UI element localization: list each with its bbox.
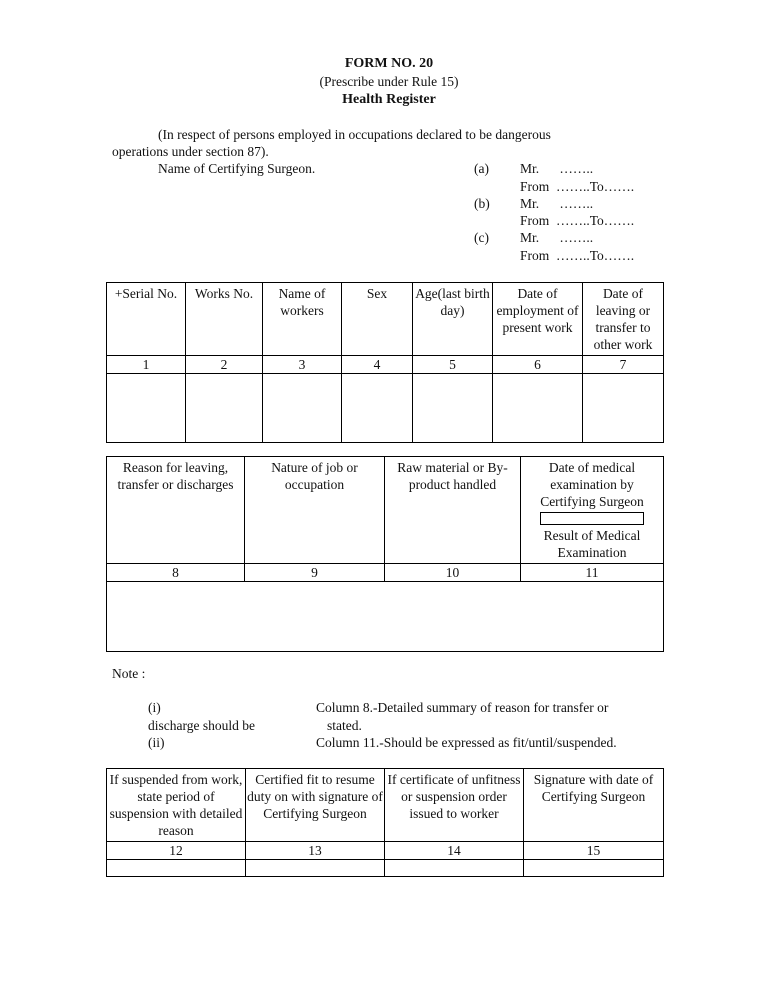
suspension-table [106,768,664,877]
header-suspension-period: If suspended from work, state period of suspension with detailed reason [107,769,246,842]
column-number: 13 [246,842,385,860]
surgeon-from: From ……..To……. [520,179,635,194]
header-row [107,283,664,356]
header-date-of-leaving: Date of leaving or transfer to other work [583,283,664,356]
entry-cell [246,860,385,877]
entry-cell [107,374,186,443]
column-number: 15 [524,842,664,860]
entry-row [107,582,664,652]
header-works-no: Works No. [186,283,263,356]
header-serial-no: +Serial No. [107,283,186,356]
entry-cell [385,860,524,877]
form-number: FORM NO. 20 [344,56,434,71]
column-number: 12 [107,842,246,860]
surgeon-from: From ……..To……. [520,248,635,263]
note-item-text-left: discharge should be [148,718,255,733]
header-row [107,457,664,564]
column-number: 4 [342,356,413,374]
surgeon-label: Name of Certifying Surgeon. [158,161,316,176]
prescribed-rule: (Prescribe under Rule 15) [319,74,459,89]
worker-details-table [106,282,664,443]
surgeon-letter: (c) [474,230,489,245]
surgeon-letter: (a) [474,161,489,176]
surgeon-mr: Mr. …….. [520,161,594,176]
note-item-number: (ii) [148,735,165,750]
column-number: 3 [263,356,342,374]
column-number: 8 [107,564,245,582]
column-number: 1 [107,356,186,374]
note-item-text-continued: stated. [327,718,362,733]
header-medical-exam [521,457,664,564]
entry-cell [413,374,493,443]
entry-cell [583,374,664,443]
column-number: 11 [521,564,664,582]
header-reason-for-leaving: Reason for leaving, transfer or discharges [107,457,245,564]
header-name-of-workers: Name of workers [263,283,342,356]
header-unfitness-certificate: If certificate of unfitness or suspension order issued to worker [385,769,524,842]
surgeon-from: From ……..To……. [520,213,635,228]
column-number: 10 [385,564,521,582]
header-nature-of-job: Nature of job or occupation [245,457,385,564]
entry-cell [263,374,342,443]
divider-box [540,512,644,525]
header-sex: Sex [342,283,413,356]
surgeon-mr: Mr. …….. [520,196,594,211]
column-number: 7 [583,356,664,374]
register-title: Health Register [342,92,436,107]
intro-line-1: (In respect of persons employed in occupations declared to be dangerous [158,127,551,142]
header-date-of-employment: Date of employment of present work [493,283,583,356]
entry-row [107,860,664,877]
note-label: Note : [112,666,146,681]
surgeon-letter: (b) [474,196,490,211]
column-number-row [107,564,664,582]
column-number: 6 [493,356,583,374]
entry-cell [342,374,413,443]
note-item-text: Column 11.-Should be expressed as fit/until/suspended. [316,735,617,750]
entry-cell [493,374,583,443]
header-age: Age(last birth day) [413,283,493,356]
note-item-text: Column 8.-Detailed summary of reason for transfer or [316,700,609,715]
header-surgeon-signature: Signature with date of Certifying Surgeon [524,769,664,842]
medical-exam-table [106,456,664,652]
entry-cell [524,860,664,877]
column-number: 14 [385,842,524,860]
entry-cell [186,374,263,443]
entry-cell [107,860,246,877]
entry-cell [107,582,664,652]
medical-exam-date-label: Date of medical examination by Certifying Surgeon [540,460,644,509]
column-number: 9 [245,564,385,582]
surgeon-mr: Mr. …….. [520,230,594,245]
medical-exam-result-label: Result of Medical Examination [543,528,641,560]
column-number-row [107,842,664,860]
header-raw-material: Raw material or By-product handled [385,457,521,564]
column-number: 5 [413,356,493,374]
intro-line-2: operations under section 87). [112,144,269,159]
note-item-number: (i) [148,700,161,715]
header-certified-fit: Certified fit to resume duty on with signature of Certifying Surgeon [246,769,385,842]
header-row [107,769,664,842]
column-number: 2 [186,356,263,374]
column-number-row [107,356,664,374]
entry-row [107,374,664,443]
